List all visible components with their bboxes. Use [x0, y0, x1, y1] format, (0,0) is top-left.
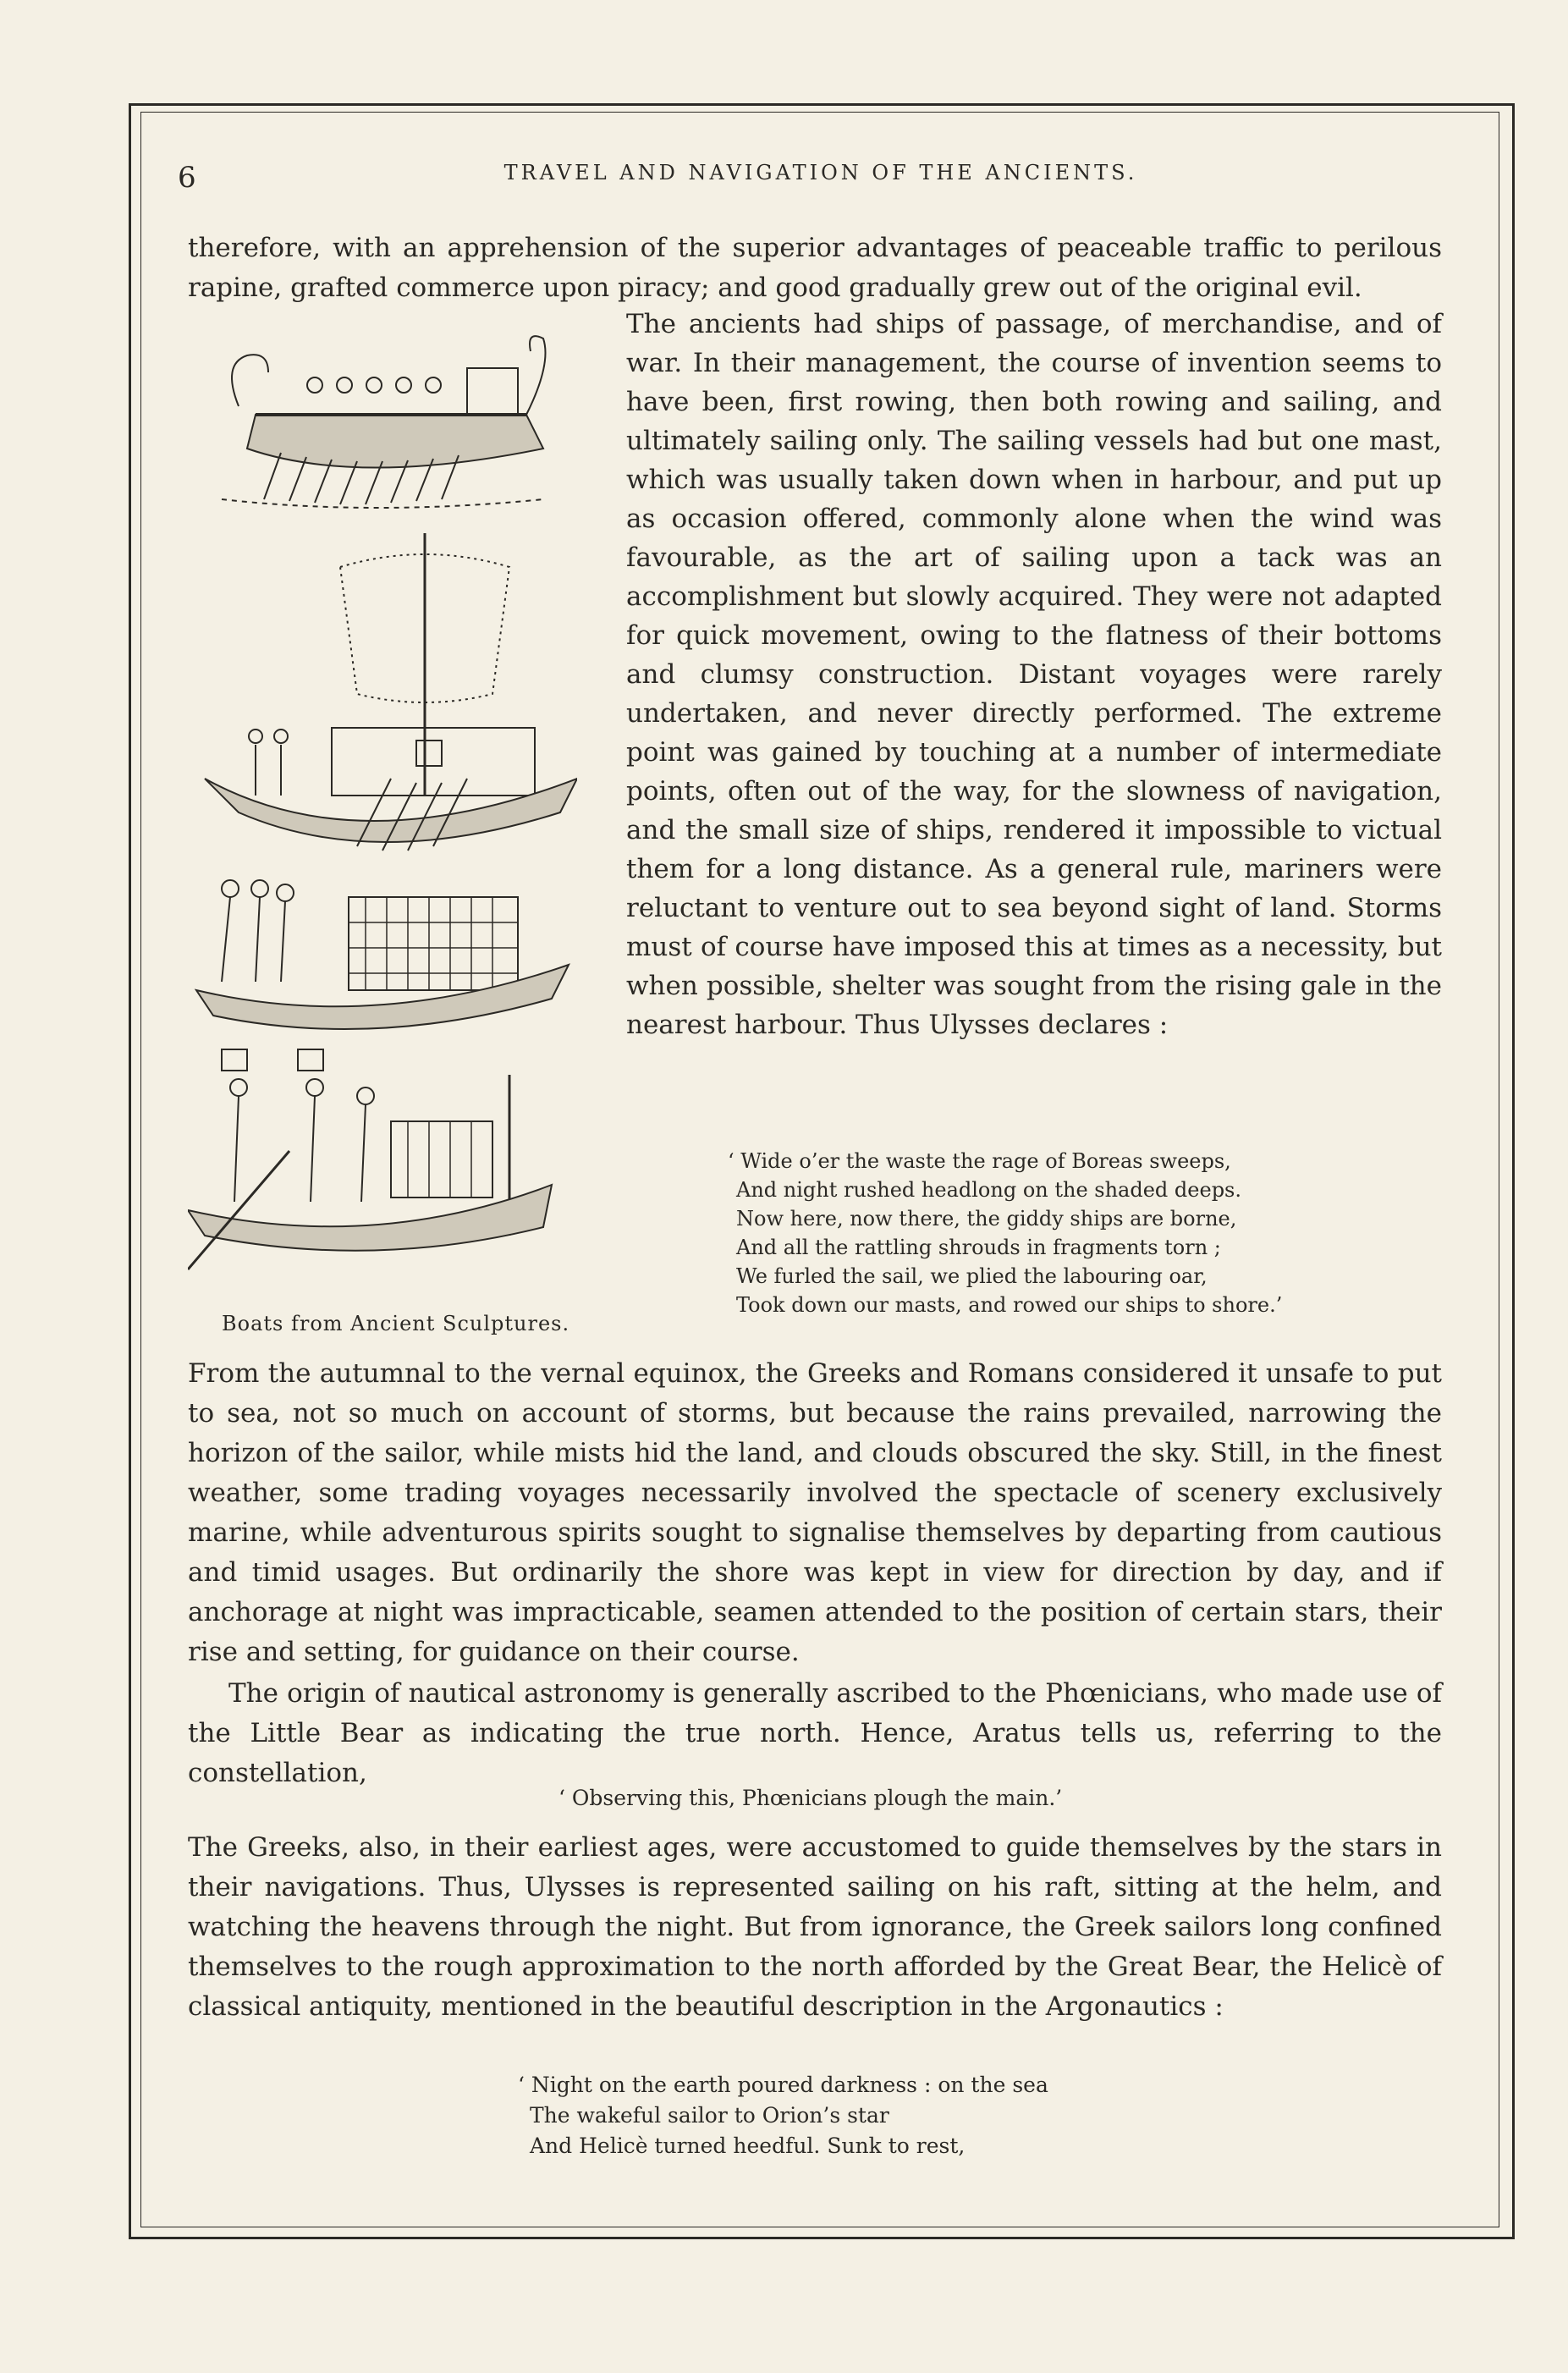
paragraph-greeks: The Greeks, also, in their earliest ages, were accustomed to guide themselves by the stars in their navigations. Thus, Ulysses is represented sailing on his raft, sitting at the helm, and watching the heavens through the night. But from ignorance, the Greek sailors long confined themselves to the rough approximation to the north afforded by the Great Bear, the Helicè of classical antiquity, mentioned in the beautiful description in the Argonautics :: [188, 1832, 1442, 2022]
quote-line: And night rushed headlong on the shaded deeps.: [736, 1178, 1241, 1202]
running-title: TRAVEL AND NAVIGATION OF THE ANCIENTS.: [503, 161, 1138, 184]
quote-line: And Helicè turned heedful. Sunk to rest,: [530, 2133, 966, 2158]
page-number: 6: [178, 161, 196, 195]
galley-engraving: [222, 336, 546, 508]
boats-illustration: [188, 305, 577, 1303]
paragraph-equinox: From the autumnal to the vernal equinox, the Greeks and Romans considered it unsafe to put to sea, not so much on account of storms, but because the rains prevailed, narrowing the horizon of the sailor, while mists hid the land, and clouds obscured the sky. Still, in the finest weather, some trading voyages necessarily involved the spectacle of scenery exclusively marine, while adventurous spirits sought to signalise themselves by departing from cautious and timid usages. But ordinarily the shore was kept in view for direction by day, and if anchorage at night was impracticable, seamen attended to the position of certain stars, their rise and setting, for guidance on their course.: [188, 1358, 1442, 1667]
quote-line: ‘ Night on the earth poured darkness : on the sea: [518, 2073, 1048, 2097]
boreas-quote: [728, 1147, 1282, 1319]
quote-line: The wakeful sailor to Orion’s star: [530, 2103, 889, 2128]
quote-line: Now here, now there, the giddy ships are borne,: [736, 1207, 1237, 1231]
aratus-quote: ‘ Observing this, Phœnicians plough the main.’: [558, 1786, 1063, 1810]
oar-boat-engraving: [188, 1049, 552, 1269]
opening-paragraph: therefore, with an apprehension of the superior advantages of peaceable traffic to perilous rapine, grafted commerce upon piracy; and good gradually grew out of the original evil.: [188, 233, 1442, 303]
sailing-boat-engraving: [205, 533, 577, 851]
quote-line: And all the rattling shrouds in fragments torn ;: [736, 1236, 1221, 1259]
quote-line: We furled the sail, we plied the labouring oar,: [736, 1264, 1208, 1288]
illustration-caption: Boats from Ancient Sculptures.: [222, 1312, 570, 1335]
side-paragraph: The ancients had ships of passage, of merchandise, and of war. In their management, the course of invention seems to have been, first rowing, then both rowing and sailing, and ultimately sailing only. The sailing vessels had but one mast, which was usually taken down when in harbour, and put up as occasion offered, commonly alone when the wind was favourable, as the art of sailing upon a tack was an accomplishment but slowly acquired. They were not adapted for quick movement, owing to the flatness of their bottoms and clumsy construction. Distant voyages were rarely undertaken, and never directly performed. The extreme point was gained by touching at a number of intermediate points, often out of the way, for the slowness of navigation, and the small size of ships, rendered it impossible to victual them for a long distance. As a general rule, mariners were reluctant to venture out to sea beyond sight of land. Storms must of course have imposed this at times as a necessity, but when possible, shelter was sought from the rising gale in the nearest harbour. Thus Ulysses declares :: [626, 309, 1442, 1040]
quote-line: Took down our masts, and rowed our ships to shore.’: [736, 1293, 1283, 1317]
quote-line: ‘ Wide o’er the waste the rage of Boreas sweeps,: [728, 1149, 1231, 1173]
argonautics-quote: [518, 2070, 1048, 2161]
cargo-boat-engraving: [196, 880, 569, 1029]
paragraph-nautical-astronomy: The origin of nautical astronomy is generally ascribed to the Phœnicians, who made use of the Little Bear as indicating the true north. Hence, Aratus tells us, referring to the constellation,: [188, 1678, 1442, 1788]
